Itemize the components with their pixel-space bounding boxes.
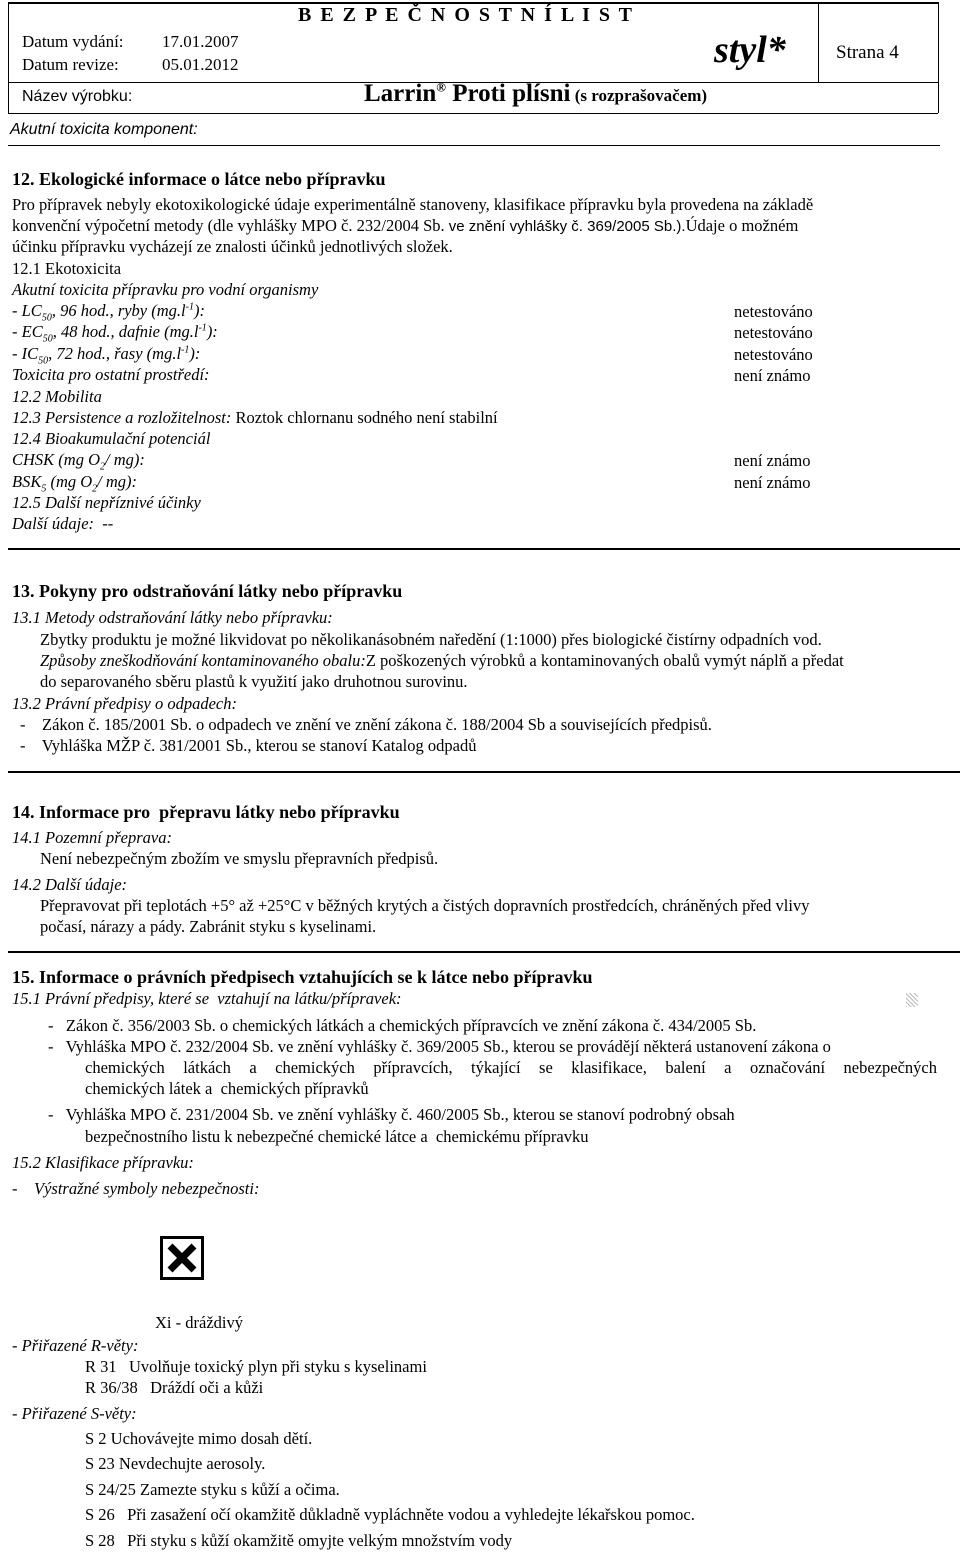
s12-intro-line1: Pro přípravek nebyly ekotoxikologické údaje experimentálně stanoveny, klasifikace přípravku byla provedena na základě (12, 195, 814, 214)
s12-3-line: 12.3 Persistence a rozložitelnost: Roztok chlornanu sodného není stabilní (12, 408, 498, 427)
s12-2-heading: 12.2 Mobilita (12, 387, 102, 406)
s-phrase-item: S 2 Uchovávejte mimo dosah dětí. (85, 1429, 313, 1448)
r-phrase-item: R 31 Uvolňuje toxický plyn při styku s kyselinami (85, 1357, 427, 1376)
revision-date-label: Datum revize: (22, 55, 119, 74)
s14-2-text-line1: Přepravovat při teplotách +5° až +25°C v běžných krytých a čistých dopravních prostředcích, chráněných před vlivy (40, 896, 810, 915)
revision-date: 05.01.2012 (162, 55, 239, 74)
ec50-value: netestováno (734, 323, 813, 342)
reg-item-3-line2: bezpečnostního listu k nebezpečné chemické látce a chemickému přípravku (85, 1127, 589, 1146)
bsk-value: není známo (734, 473, 811, 492)
issue-date: 17.01.2007 (162, 32, 239, 51)
lc50-value: netestováno (734, 302, 813, 321)
s12-5-heading: 12.5 Další nepříznivé účinky (12, 493, 201, 512)
section-12-heading: 12. Ekologické informace o látce nebo přípravku (12, 169, 386, 189)
xi-hazard-symbol-icon (160, 1236, 204, 1280)
other-env-value: není známo (734, 366, 811, 385)
s15-2-heading: 15.2 Klasifikace přípravku: (12, 1153, 194, 1172)
hazard-symbol-caption: Xi - dráždivý (155, 1313, 243, 1332)
s12-intro-line2: konvenční výpočetní metody (dle vyhlášky MPO č. 232/2004 Sb. ve znění vyhlášky č. 369/2005 Sb.).Údaje o možném (12, 216, 799, 235)
s-phrase-item: S 26 Při zasažení očí okamžitě důkladně vypláchněte vodou a vyhledejte lékařskou pomoc. (85, 1505, 695, 1524)
page-number: Strana 4 (836, 42, 899, 63)
s15-1-heading: 15.1 Právní předpisy, které se vztahují na látku/přípravek: (12, 989, 402, 1008)
section-15-heading: 15. Informace o právních předpisech vztahujících se k látce nebo přípravku (12, 967, 593, 987)
header-right-border (938, 2, 939, 113)
chsk-label: CHSK (mg $O_2/$ mg): (12, 450, 145, 473)
s14-2-text-line2: počasí, nárazy a pády. Zabránit styku s kyselinami. (40, 917, 377, 936)
law-item-2: - Vyhláška MŽP č. 381/2001 Sb., kterou se stanoví Katalog odpadů (20, 736, 477, 755)
brand-logo: styl* (714, 29, 786, 71)
section-12-rule (8, 548, 960, 550)
packaging-disposal-line2: do separovaného sběru plastů k využití jako druhotnou surovinu. (40, 672, 468, 691)
s-phrase-item: S 28 Při styku s kůží okamžitě omyjte velkým množstvím vody (85, 1531, 513, 1550)
section-14-rule (8, 951, 960, 953)
bsk-label: $BSK_5$ (mg $O_2/$ mg): (12, 472, 138, 495)
issue-date-label: Datum vydání: (22, 32, 124, 51)
reg-item-2-line2: chemických látkách a chemických přípravcích, týkající se klasifikace, balení a označování nebezpečných (85, 1058, 937, 1077)
other-env-label: Toxicita pro ostatní prostředí: (12, 365, 210, 384)
document-title: B E Z P E Č N O S T N Í L I S T (298, 4, 635, 26)
reg-item-1: - Zákon č. 356/2003 Sb. o chemických látkách a chemických přípravcích ve znění zákona č. 434/2005 Sb. (48, 1016, 757, 1035)
ec50-label: - $EC_{50}$, 48 hod., dafnie $(mg.l^{-1})$: (12, 322, 218, 345)
r-phrases-label: - Přiřazené R-věty: (12, 1336, 139, 1355)
chsk-value: není známo (734, 451, 811, 470)
ic50-value: netestováno (734, 345, 813, 364)
lc50-label: - $LC_{50}$, 96 hod., ryby $(mg.l^{-1})$: (12, 301, 205, 324)
header-bottom-rule (8, 113, 938, 114)
law-item-1: - Zákon č. 185/2001 Sb. o odpadech ve znění ve znění zákona č. 188/2004 Sb a souvisejících předpisů. (20, 715, 712, 734)
s14-2-heading: 14.2 Další údaje: (12, 875, 128, 894)
reg-item-2-line1: - Vyhláška MPO č. 232/2004 Sb. ve znění vyhlášky č. 369/2005 Sb., kterou se provádějí některá ustanovení zákona o (48, 1037, 831, 1056)
header-divider (818, 2, 819, 82)
scan-artifact-mark (906, 993, 918, 1007)
s12-1-heading: 12.1 Ekotoxicita (12, 259, 122, 278)
s13-1-text: Zbytky produktu je možné likvidovat po několikanásobném naředění (1:1000) přes biologické čistírny odpadních vod. (40, 630, 822, 649)
r-phrase-item: R 36/38 Dráždí oči a kůži (85, 1378, 264, 1397)
section-13-rule (8, 771, 960, 773)
acute-toxicity-label: Akutní toxicita komponent: (10, 121, 198, 138)
s13-1-heading: 13.1 Metody odstraňování látky nebo přípravku: (12, 608, 333, 627)
s12-intro-line3: účinku přípravku vycházejí ze znalosti účinků jednotlivých složek. (12, 237, 453, 256)
section-14-heading: 14. Informace pro přepravu látky nebo přípravku (12, 802, 400, 822)
s14-1-text: Není nebezpečným zbožím ve smyslu přepravních předpisů. (40, 849, 439, 868)
s12-4-heading: 12.4 Bioakumulační potenciál (12, 429, 211, 448)
s-phrase-item: S 23 Nevdechujte aerosoly. (85, 1454, 266, 1473)
header-left-border (8, 2, 9, 113)
reg-item-3-line1: - Vyhláška MPO č. 231/2004 Sb. ve znění vyhlášky č. 460/2005 Sb., kterou se stanoví podrobný obsah (48, 1105, 735, 1124)
packaging-disposal-line: Způsoby zneškodňování kontaminovaného obalu:Z poškozených výrobků a kontaminovaných obalů vymýt náplň a předat (40, 651, 844, 670)
s-phrases-label: - Přiřazené S-věty: (12, 1404, 137, 1423)
acute-aquatic-label: Akutní toxicita přípravku pro vodní organismy (12, 280, 319, 299)
reg-item-2-line3: chemických látek a chemických přípravků (85, 1079, 369, 1098)
ic50-label: - $IC_{50}$, 72 hod., řasy $(mg.l^{-1})$: (12, 344, 201, 367)
header-underline (8, 145, 940, 146)
further-info: Další údaje: -- (12, 514, 114, 533)
s14-1-heading: 14.1 Pozemní přeprava: (12, 828, 172, 847)
section-13-heading: 13. Pokyny pro odstraňování látky nebo přípravku (12, 581, 403, 601)
s-phrase-item: S 24/25 Zamezte styku s kůží a očima. (85, 1480, 340, 1499)
product-label: Název výrobku: (22, 88, 133, 105)
s13-2-heading: 13.2 Právní předpisy o odpadech: (12, 694, 237, 713)
product-name: Larrin® Proti plísni (s rozprašovačem) (364, 79, 708, 107)
hazard-symbols-label: - Výstražné symboly nebezpečnosti: (12, 1179, 260, 1198)
